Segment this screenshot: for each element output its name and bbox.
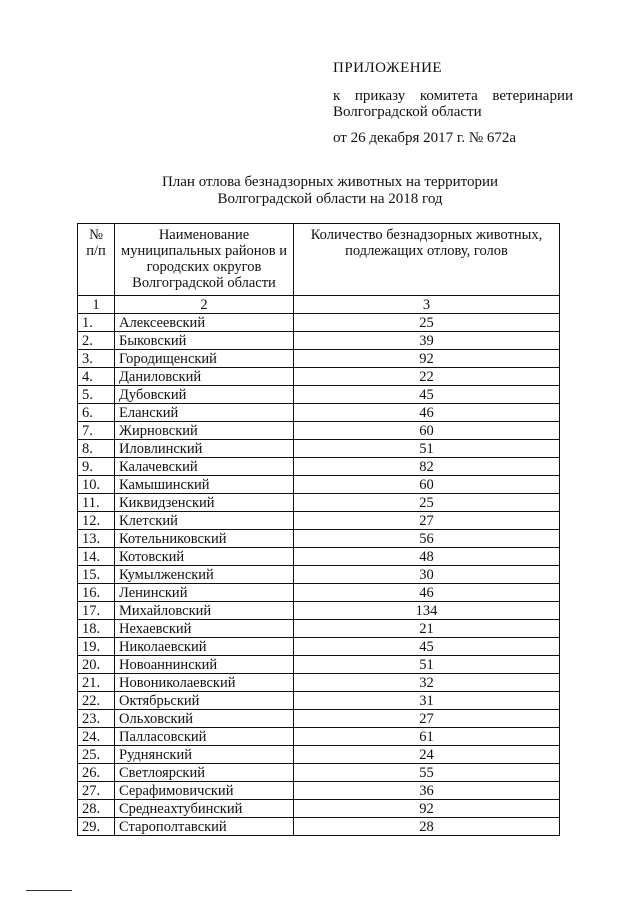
animal-count: 134 <box>294 602 560 620</box>
district-name: Новониколаевский <box>115 674 294 692</box>
animal-count: 92 <box>294 350 560 368</box>
row-number: 16. <box>78 584 115 602</box>
row-number: 6. <box>78 404 115 422</box>
district-name: Светлоярский <box>115 764 294 782</box>
table-row <box>78 602 560 620</box>
table-row <box>78 764 560 782</box>
appendix-date-line: от 26 декабря 2017 г. № 672а <box>333 130 517 146</box>
row-number: 25. <box>78 746 115 764</box>
row-number: 17. <box>78 602 115 620</box>
district-name: Алексеевский <box>115 314 294 332</box>
animal-count: 21 <box>294 620 560 638</box>
table-row <box>78 566 560 584</box>
district-name: Среднеахтубинский <box>115 800 294 818</box>
row-number: 13. <box>78 530 115 548</box>
table-row <box>78 494 560 512</box>
animal-count: 61 <box>294 728 560 746</box>
row-number: 29. <box>78 818 115 836</box>
row-number: 2. <box>78 332 115 350</box>
district-name: Клетский <box>115 512 294 530</box>
animal-count: 27 <box>294 710 560 728</box>
animal-count: 51 <box>294 656 560 674</box>
row-number: 10. <box>78 476 115 494</box>
district-name: Новоаннинский <box>115 656 294 674</box>
table-row <box>78 368 560 386</box>
table-row <box>78 332 560 350</box>
district-name: Камышинский <box>115 476 294 494</box>
header-animal-count: Количество безнадзорных животных, подлежащих отлову, голов <box>294 224 560 296</box>
row-number: 11. <box>78 494 115 512</box>
animal-count: 51 <box>294 440 560 458</box>
table-header-row <box>78 224 560 296</box>
row-number: 19. <box>78 638 115 656</box>
row-number: 7. <box>78 422 115 440</box>
district-name: Кумылженский <box>115 566 294 584</box>
district-name: Старополтавский <box>115 818 294 836</box>
column-number: 2 <box>115 296 294 314</box>
district-name: Руднянский <box>115 746 294 764</box>
row-number: 26. <box>78 764 115 782</box>
district-name: Дубовский <box>115 386 294 404</box>
district-name: Ленинский <box>115 584 294 602</box>
animal-count: 60 <box>294 422 560 440</box>
table-row <box>78 710 560 728</box>
table-row <box>78 620 560 638</box>
row-number: 22. <box>78 692 115 710</box>
district-name: Иловлинский <box>115 440 294 458</box>
row-number: 23. <box>78 710 115 728</box>
animal-count: 27 <box>294 512 560 530</box>
district-name: Ольховский <box>115 710 294 728</box>
document-title-line-1: План отлова безнадзорных животных на территории <box>161 174 499 190</box>
district-name: Котельниковский <box>115 530 294 548</box>
table-row <box>78 548 560 566</box>
table-row <box>78 818 560 836</box>
district-name: Даниловский <box>115 368 294 386</box>
table-row <box>78 476 560 494</box>
district-name: Быковский <box>115 332 294 350</box>
animal-count: 60 <box>294 476 560 494</box>
district-name: Киквидзенский <box>115 494 294 512</box>
header-district-name: Наименование муниципальных районов и городских округов Волгоградской области <box>115 224 294 296</box>
animal-count: 36 <box>294 782 560 800</box>
header-number: № п/п <box>78 224 115 296</box>
district-name: Михайловский <box>115 602 294 620</box>
row-number: 15. <box>78 566 115 584</box>
row-number: 4. <box>78 368 115 386</box>
table-row <box>78 512 560 530</box>
table-row <box>78 746 560 764</box>
table-row <box>78 674 560 692</box>
table-row <box>78 350 560 368</box>
animal-count: 24 <box>294 746 560 764</box>
row-number: 24. <box>78 728 115 746</box>
district-name: Котовский <box>115 548 294 566</box>
table-row <box>78 584 560 602</box>
document-title <box>110 174 550 208</box>
animal-count: 92 <box>294 800 560 818</box>
animal-count: 55 <box>294 764 560 782</box>
table-row <box>78 728 560 746</box>
table-row <box>78 656 560 674</box>
row-number: 9. <box>78 458 115 476</box>
row-number: 1. <box>78 314 115 332</box>
animal-count: 45 <box>294 386 560 404</box>
column-numbers-row <box>78 296 560 314</box>
table-row <box>78 440 560 458</box>
row-number: 18. <box>78 620 115 638</box>
district-name: Калачевский <box>115 458 294 476</box>
animal-count: 39 <box>294 332 560 350</box>
animal-count: 31 <box>294 692 560 710</box>
table-body <box>78 314 560 836</box>
table-row <box>78 800 560 818</box>
animal-count: 45 <box>294 638 560 656</box>
district-name: Николаевский <box>115 638 294 656</box>
table-row <box>78 386 560 404</box>
table-row <box>78 458 560 476</box>
district-name: Нехаевский <box>115 620 294 638</box>
district-name: Жирновский <box>115 422 294 440</box>
table-row <box>78 638 560 656</box>
row-number: 14. <box>78 548 115 566</box>
appendix-title: ПРИЛОЖЕНИЕ <box>333 60 443 76</box>
table-row <box>78 530 560 548</box>
animal-count: 30 <box>294 566 560 584</box>
animal-count: 56 <box>294 530 560 548</box>
table-row <box>78 422 560 440</box>
animal-count: 25 <box>294 494 560 512</box>
row-number: 28. <box>78 800 115 818</box>
row-number: 5. <box>78 386 115 404</box>
table-row <box>78 314 560 332</box>
district-name: Городищенский <box>115 350 294 368</box>
row-number: 12. <box>78 512 115 530</box>
row-number: 20. <box>78 656 115 674</box>
animal-count: 46 <box>294 404 560 422</box>
animal-count: 32 <box>294 674 560 692</box>
table-row <box>78 692 560 710</box>
animal-count: 46 <box>294 584 560 602</box>
table-row <box>78 782 560 800</box>
row-number: 3. <box>78 350 115 368</box>
animal-count: 22 <box>294 368 560 386</box>
column-number: 1 <box>78 296 115 314</box>
district-name: Палласовский <box>115 728 294 746</box>
row-number: 27. <box>78 782 115 800</box>
footer-divider <box>26 890 72 891</box>
district-name: Серафимовичский <box>115 782 294 800</box>
document-title-line-2: Волгоградской области на 2018 год <box>217 191 443 207</box>
appendix-header <box>333 60 573 146</box>
animal-count: 25 <box>294 314 560 332</box>
animal-count: 28 <box>294 818 560 836</box>
plan-table <box>77 223 560 836</box>
animal-count: 82 <box>294 458 560 476</box>
row-number: 21. <box>78 674 115 692</box>
animal-count: 48 <box>294 548 560 566</box>
district-name: Еланский <box>115 404 294 422</box>
column-number: 3 <box>294 296 560 314</box>
appendix-region-line: Волгоградской области <box>333 104 482 120</box>
appendix-order-line: к приказу комитета ветеринарии <box>333 88 573 104</box>
row-number: 8. <box>78 440 115 458</box>
district-name: Октябрьский <box>115 692 294 710</box>
table-row <box>78 404 560 422</box>
